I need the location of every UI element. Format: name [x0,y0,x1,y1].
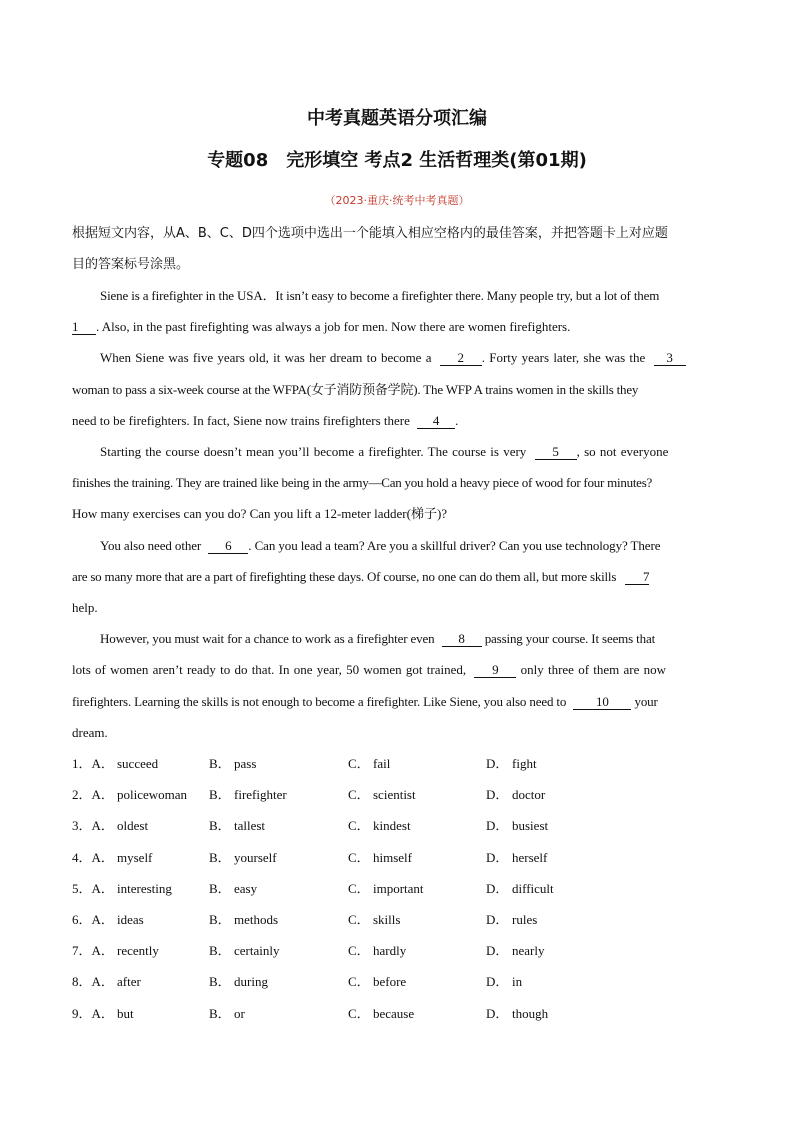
passage-text: . Can you lead a team? Are you a skillful driver? Can you use technology? There [248,538,661,553]
option-a: interesting [117,881,172,896]
question-number: 1．A． [72,756,114,771]
option-letter: D． [486,787,509,802]
passage-text: However, you must wait for a chance to work as a firefighter even [100,631,435,646]
blank-1: 1 [72,320,96,335]
option-d: busiest [512,818,549,833]
option-d: doctor [512,787,546,802]
option-letter: B． [209,912,231,927]
option-a: succeed [117,756,159,771]
passage-line [100,444,668,460]
option-c: himself [373,850,412,865]
option-c: before [373,974,407,989]
passage-line [72,413,458,429]
passage-line [72,569,649,585]
page-title: 中考真题英语分项汇编 [307,108,487,129]
passage-line: finishes the training. They are trained like being in the army—Can you hold a heavy piece of wood for four minutes? [72,475,653,490]
blank-7: 7 [625,570,649,585]
passage-text: only three of them are now [520,662,667,677]
option-letter: D． [486,756,509,771]
option-c: important [373,881,424,896]
option-b: tallest [234,818,266,833]
blank-8: 8 [442,632,482,647]
option-b: pass [234,756,257,771]
option-letter: C． [348,756,370,771]
option-letter: C． [348,881,370,896]
option-a: oldest [117,818,149,833]
option-letter: C． [348,1006,370,1021]
passage-line: dream. [72,725,108,740]
option-b: during [234,974,268,989]
blank-9: 9 [474,663,516,678]
blank-5: 5 [535,445,577,460]
question-number: 4．A． [72,850,114,865]
option-b: certainly [234,943,280,958]
option-b: easy [234,881,258,896]
option-a: after [117,974,141,989]
passage-text: . Also, in the past firefighting was always a job for men. Now there are women firefighters. [96,319,571,334]
passage-line [72,694,658,710]
option-d: in [512,974,523,989]
option-letter: B． [209,881,231,896]
option-letter: B． [209,1006,231,1021]
instruction-line-1: 根据短文内容，从A、B、C、D四个选项中选出一个能填入相应空格内的最佳答案，并把答题卡上对应题 [72,226,668,241]
blank-4: 4 [417,414,455,429]
option-b: methods [234,912,279,927]
option-b: yourself [234,850,277,865]
passage-text: your [634,694,658,709]
passage-text: lots of women aren’t ready to do that. In one year, 50 women got trained, [72,662,467,677]
question-number: 8．A． [72,974,114,989]
passage-line: woman to pass a six-week course at the WFPA(女子消防预备学院). The WFP A trains women in the skills they [72,382,639,397]
option-letter: B． [209,974,231,989]
option-c: hardly [373,943,407,958]
option-c: scientist [373,787,416,802]
page-subtitle: 专题08 完形填空 考点2 生活哲理类(第01期) [207,150,587,171]
passage-text: You also need other [100,538,202,553]
question-number: 7．A． [72,943,114,958]
option-letter: B． [209,818,231,833]
passage-text: When Siene was five years old, it was her dream to become a [100,350,432,365]
option-letter: C． [348,912,370,927]
passage-text: Starting the course doesn’t mean you’ll become a firefighter. The course is very [100,444,527,459]
option-c: skills [373,912,401,927]
option-letter: C． [348,787,370,802]
question-number: 6．A． [72,912,114,927]
passage-line [72,662,666,678]
blank-6: 6 [208,539,248,554]
option-b: or [234,1006,245,1021]
passage-line: help. [72,600,98,615]
option-letter: B． [209,943,231,958]
instruction-line-2: 目的答案标号涂黑。 [72,257,190,272]
option-letter: C． [348,974,370,989]
question-source: （2023·重庆·统考中考真题） [324,194,470,207]
passage-text: need to be firefighters. In fact, Siene now trains firefighters there [72,413,410,428]
question-number: 2．A． [72,787,114,802]
passage-line: Siene is a firefighter in the USA．It isn’t easy to become a firefighter there. Many people try, but a lot of them [100,288,660,303]
option-letter: B． [209,756,231,771]
option-d: herself [512,850,548,865]
question-number: 9．A． [72,1006,114,1021]
blank-10: 10 [573,695,631,710]
passage-line [100,538,660,554]
passage-text: , so not everyone [576,444,669,459]
option-letter: C． [348,943,370,958]
option-letter: D． [486,850,509,865]
passage-text: are so many more that are a part of firefighting these days. Of course, no one can do them all, but more skills [72,569,617,584]
option-letter: D． [486,1006,509,1021]
question-number: 3．A． [72,818,114,833]
passage-line [100,350,686,366]
passage-text: . [455,413,459,428]
question-number: 5．A． [72,881,114,896]
option-d: though [512,1006,549,1021]
option-letter: D． [486,943,509,958]
option-c: kindest [373,818,411,833]
option-a: policewoman [117,787,188,802]
passage-line [100,631,655,647]
option-d: fight [512,756,537,771]
passage-text: . Forty years later, she was the [481,350,646,365]
option-letter: B． [209,787,231,802]
option-a: but [117,1006,134,1021]
option-letter: C． [348,850,370,865]
passage-text: firefighters. Learning the skills is not enough to become a firefighter. Like Siene, you also need to [72,694,567,709]
option-c: because [373,1006,415,1021]
option-b: firefighter [234,787,287,802]
option-letter: C． [348,818,370,833]
option-a: myself [117,850,153,865]
option-letter: D． [486,912,509,927]
passage-line [72,319,570,335]
option-a: ideas [117,912,144,927]
option-d: rules [512,912,538,927]
option-letter: D． [486,881,509,896]
option-d: nearly [512,943,545,958]
option-d: difficult [512,881,554,896]
passage-line: How many exercises can you do? Can you lift a 12-meter ladder(梯子)? [72,506,448,521]
option-a: recently [117,943,159,958]
blank-3: 3 [654,351,686,366]
option-letter: D． [486,974,509,989]
passage-text: passing your course. It seems that [484,631,656,646]
option-c: fail [373,756,391,771]
option-letter: D． [486,818,509,833]
option-letter: B． [209,850,231,865]
blank-2: 2 [440,351,482,366]
